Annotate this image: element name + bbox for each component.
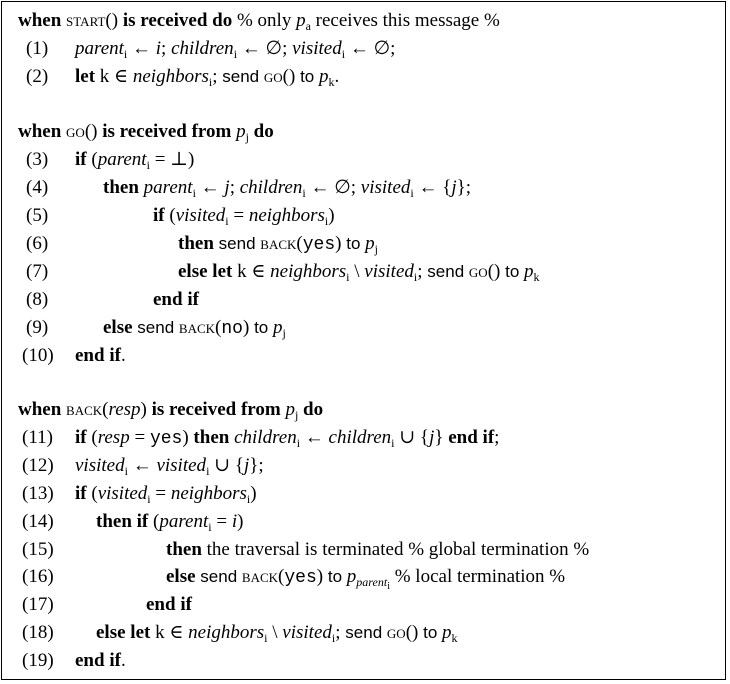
line-number: (3) [26, 149, 49, 170]
line-number: (18) [22, 622, 54, 643]
code-line: end if. [75, 650, 126, 671]
line-number: (10) [22, 345, 54, 366]
code-line: parent$_i$ ← i; children$_i$ ← ∅; visited$_i$ ← ∅; [75, 38, 396, 61]
code-line: then if (parent$_i$ = i) [96, 511, 244, 534]
block-3-header: when back(resp) is received from $p_j$ do [18, 399, 324, 422]
code-line: end if [146, 594, 192, 615]
code-line: then send back(yes) to $p_j$ [178, 233, 378, 256]
line-number: (17) [22, 594, 54, 615]
code-line: if (resp = yes) then children$_i$ ← children$_i$ ∪ {j} end if; [75, 427, 500, 450]
code-line: if (parent$_i$ = ⊥) [75, 149, 195, 172]
code-line: if (visited$_i$ = neighbors$_i$) [75, 483, 257, 506]
line-number: (16) [22, 566, 54, 587]
line-number: (11) [22, 427, 53, 448]
line-number: (9) [26, 317, 49, 338]
line-number: (6) [26, 233, 49, 254]
code-line: else send back(yes) to $p_{parent_i}$ % local termination % [166, 566, 566, 592]
code-line: end if [153, 289, 199, 310]
line-number: (1) [26, 38, 49, 59]
line-number: (4) [26, 177, 49, 198]
line-number: (12) [22, 455, 54, 476]
line-number: (19) [22, 650, 54, 671]
line-number: (8) [26, 289, 49, 310]
code-line: then the traversal is terminated % global termination % [166, 539, 590, 560]
line-number: (14) [22, 511, 54, 532]
code-line: if (visited$_i$ = neighbors$_i$) [153, 205, 335, 228]
line-number: (13) [22, 483, 54, 504]
code-line: else let k ∈ neighbors$_i$ \ visited$_i$; send go() to $p_k$ [178, 261, 540, 284]
line-number: (7) [26, 261, 49, 282]
code-line: else let k ∈ neighbors$_i$ \ visited$_i$; send go() to $p_k$ [96, 622, 458, 645]
line-number: (2) [26, 66, 49, 87]
block-2-header: when go() is received from $p_j$ do [18, 121, 274, 144]
line-number: (15) [22, 539, 54, 560]
code-line: else send back(no) to $p_j$ [103, 317, 286, 340]
line-number: (5) [26, 205, 49, 226]
block-1-header: when start() is received do % only $p_a$ receives this message % [18, 10, 500, 33]
code-line: end if. [75, 345, 126, 366]
code-line: let k ∈ neighbors$_i$; send go() to $p_k$. [75, 66, 340, 89]
code-line: then parent$_i$ ← j; children$_i$ ← ∅; visited$_i$ ← {j}; [103, 177, 472, 200]
code-line: visited$_i$ ← visited$_i$ ∪ {j}; [75, 455, 264, 478]
